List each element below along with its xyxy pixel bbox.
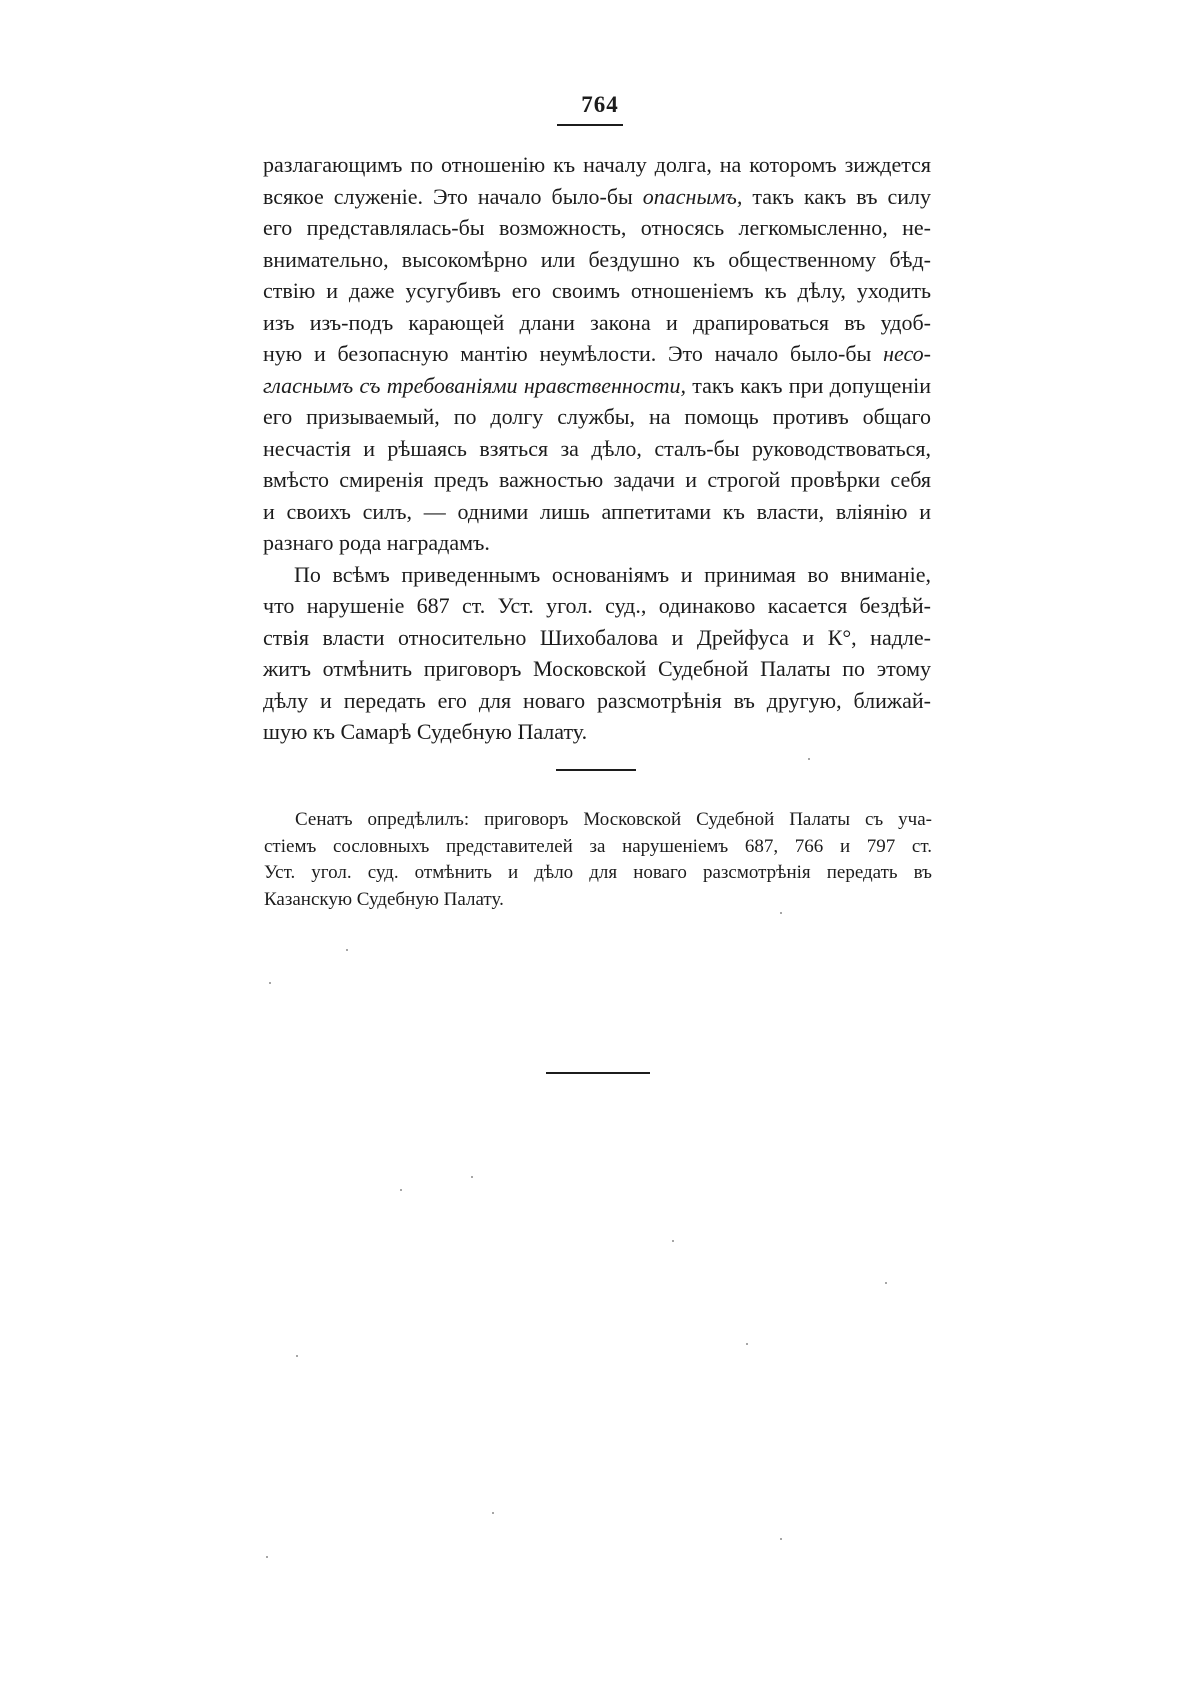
section-divider — [556, 769, 636, 771]
text-line: ствія власти относительно Шихобалова и Дрейфуса и К°, надле- — [263, 624, 931, 650]
main-text — [263, 149, 931, 748]
scan-speck — [885, 1282, 887, 1284]
text-line: всякое служеніе. Это начало было-бы опаснымъ, такъ какъ въ силу — [263, 183, 931, 209]
scan-speck — [808, 758, 810, 760]
scan-speck — [746, 1343, 748, 1345]
text-line: и своихъ силъ, — одними лишь аппетитами къ власти, вліянію и — [263, 498, 931, 524]
text-line: гласнымъ съ требованіями нравственности, такъ какъ при допущеніи — [263, 372, 931, 398]
scan-speck — [780, 1538, 782, 1540]
text-line: ствію и даже усугубивъ его своимъ отношеніемъ къ дѣлу, уходить — [263, 278, 931, 303]
scan-speck — [296, 1355, 298, 1357]
scan-speck — [269, 982, 271, 984]
page-number: 764 — [581, 92, 619, 117]
italic-phrase: опаснымъ, — [642, 183, 743, 209]
scan-speck — [492, 1512, 494, 1514]
scan-speck — [672, 1240, 674, 1242]
text-line: вмѣсто смиренія предъ важностью задачи и строгой провѣрки себя — [263, 467, 931, 492]
italic-phrase: несо- — [883, 341, 931, 366]
decision-line: стіемъ сословныхъ представителей за нарушеніемъ 687, 766 и 797 ст. — [264, 835, 932, 857]
text-line: шую къ Самарѣ Судебную Палату. — [263, 719, 588, 744]
decision-line: Уст. угол. суд. отмѣнить и дѣло для новаго разсмотрѣнія передать въ — [264, 862, 932, 883]
decision-line: Казанскую Судебную Палату. — [264, 888, 504, 910]
text-line: разлагающимъ по отношенію къ началу долга, на которомъ зиждется — [263, 152, 931, 177]
text-line: что нарушеніе 687 ст. Уст. угол. суд., одинаково касается бездѣй- — [263, 593, 931, 618]
text-line: разнаго рода наградамъ. — [263, 530, 490, 555]
senate-decision — [264, 807, 932, 913]
text-line: внимательно, высокомѣрно или бездушно къ общественному бѣд- — [263, 246, 931, 272]
text-line: изъ изъ-подъ карающей длани закона и драпироваться въ удоб- — [263, 309, 931, 335]
italic-phrase: гласнымъ съ требованіями нравственности, — [263, 372, 686, 398]
scan-speck — [400, 1189, 402, 1191]
decision-line: Сенатъ опредѣлилъ: приговоръ Московской Судебной Палаты съ уча- — [295, 809, 932, 830]
scan-speck — [780, 912, 782, 914]
text-line: ную и безопасную мантію неумѣлости. Это начало было-бы несо- — [263, 341, 931, 366]
scan-speck — [266, 1556, 268, 1558]
text-line: его призываемый, по долгу службы, на помощь противъ общаго — [263, 404, 931, 429]
text-line: По всѣмъ приведеннымъ основаніямъ и принимая во вниманіе, — [294, 561, 931, 587]
end-divider — [546, 1072, 650, 1074]
page-number-underline — [557, 124, 623, 126]
text-line: его представлялась-бы возможность, относясь легкомысленно, не- — [263, 215, 931, 240]
text-line: дѣлу и передать его для новаго разсмотрѣнія въ другую, ближай- — [263, 687, 931, 713]
text-line: житъ отмѣнить приговоръ Московской Судебной Палаты по этому — [263, 656, 931, 681]
scan-speck — [346, 949, 348, 951]
text-line: несчастія и рѣшаясь взяться за дѣло, сталъ-бы руководствоваться, — [263, 435, 931, 461]
scan-speck — [471, 1176, 473, 1178]
